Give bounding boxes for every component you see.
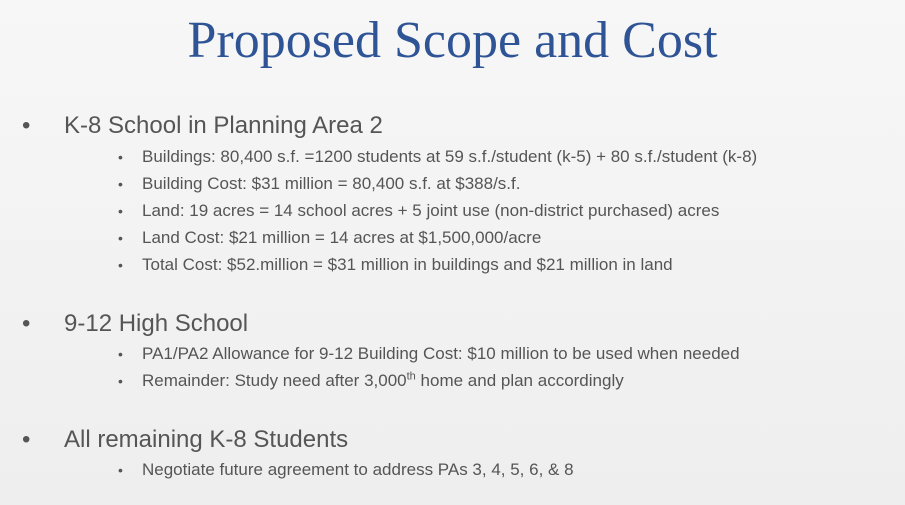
- bullet-icon: •: [118, 257, 123, 273]
- list-item-text: Land: 19 acres = 14 school acres + 5 joint use (non-district purchased) acres: [142, 201, 720, 220]
- slide-title: Proposed Scope and Cost: [187, 12, 718, 69]
- remainder-text-end: home and plan accordingly: [415, 371, 624, 390]
- list-item-text: [142, 370, 624, 392]
- section-heading-text: All remaining K-8 Students: [64, 426, 349, 453]
- list-item-text: Total Cost: $52.million = $31 million in buildings and $21 million in land: [142, 255, 673, 274]
- remainder-text-start: Remainder: Study need after 3,000: [142, 371, 407, 390]
- bullet-icon: •: [118, 462, 123, 478]
- list-item-text: Negotiate future agreement to address PAs 3, 4, 5, 6, & 8: [142, 460, 574, 479]
- bullet-icon: •: [118, 149, 123, 165]
- bullet-icon: •: [118, 373, 123, 389]
- bullet-icon: •: [22, 426, 31, 453]
- section-heading-text: K-8 School in Planning Area 2: [64, 112, 383, 139]
- bullet-icon: •: [22, 310, 31, 337]
- bullet-icon: •: [118, 176, 123, 192]
- list-item-text: PA1/PA2 Allowance for 9-12 Building Cost: $10 million to be used when needed: [142, 344, 740, 363]
- list-item-text: Building Cost: $31 million = 80,400 s.f. at $388/s.f.: [142, 174, 521, 193]
- list-item-text: Buildings: 80,400 s.f. =1200 students at 59 s.f./student (k-5) + 80 s.f./student (k-8): [142, 147, 758, 166]
- ordinal-suffix: th: [406, 370, 416, 383]
- section-heading-text: 9-12 High School: [64, 310, 249, 337]
- bullet-icon: •: [22, 112, 31, 139]
- bullet-icon: •: [118, 230, 123, 246]
- list-item-text: Land Cost: $21 million = 14 acres at $1,500,000/acre: [142, 228, 542, 247]
- bullet-icon: •: [118, 203, 123, 219]
- bullet-icon: •: [118, 346, 123, 362]
